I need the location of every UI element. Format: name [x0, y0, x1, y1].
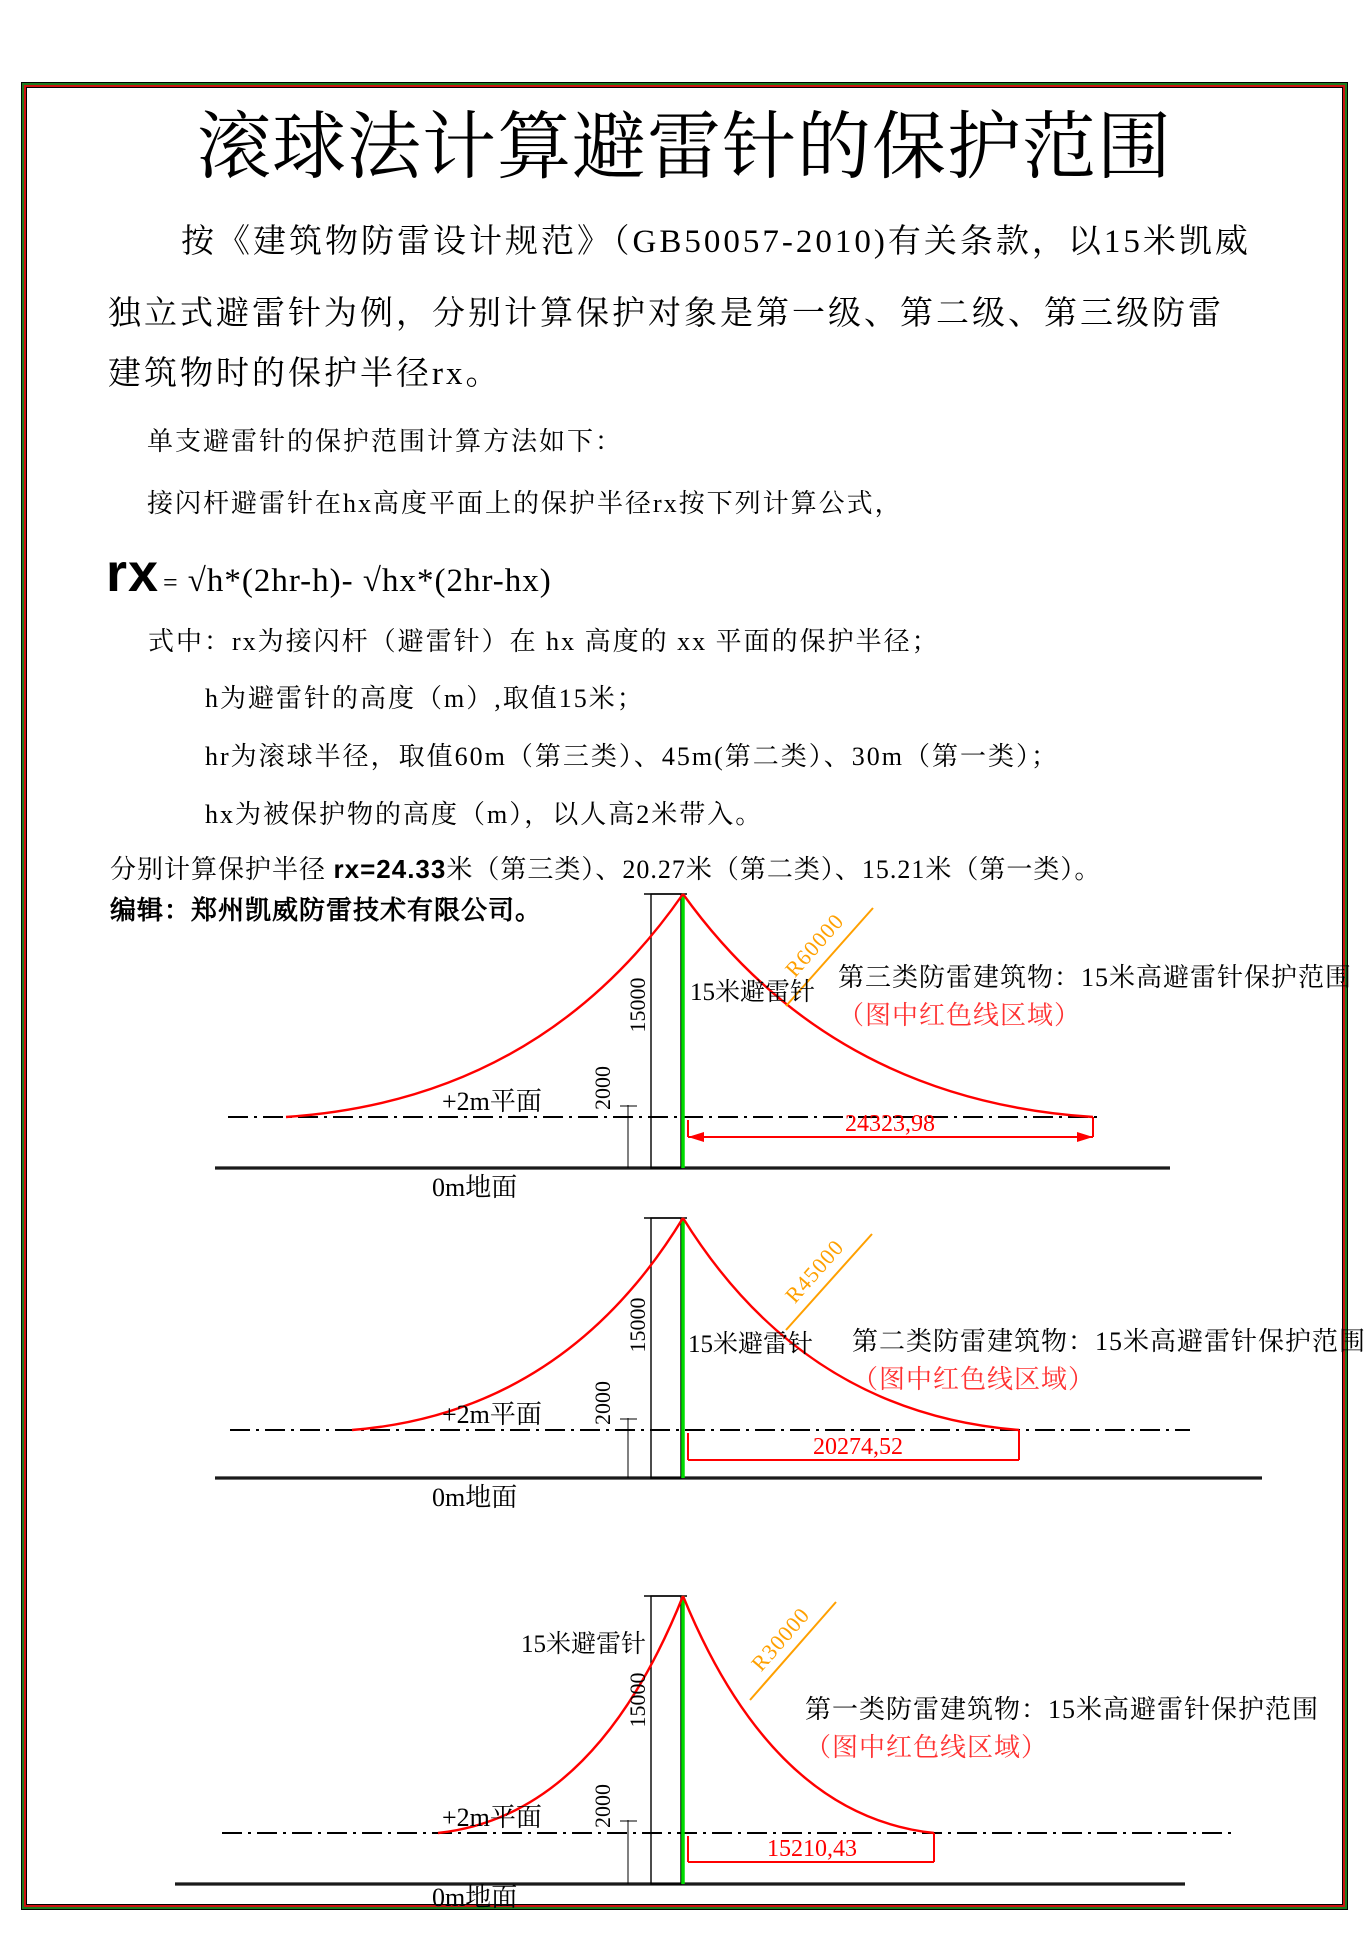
intro-line-2: 独立式避雷针为例，分别计算保护对象是第一级、第二级、第三级防雷 — [108, 296, 1224, 332]
ground-label: 0m地面 — [432, 1483, 518, 1512]
plane-label: +2m平面 — [442, 1087, 542, 1116]
diagram-class2 — [215, 1218, 1366, 1512]
protection-curve-right — [683, 1218, 1019, 1430]
radius-dimension-label: 24323,98 — [845, 1111, 935, 1137]
dimension-arrow-right — [1077, 1132, 1093, 1142]
method-intro-line: 单支避雷针的保护范围计算方法如下： — [147, 427, 624, 456]
definition-line-h: h为避雷针的高度（m）,取值15米； — [205, 684, 645, 713]
definition-line-hx: hx为被保护物的高度（m），以人高2米带入。 — [205, 800, 764, 829]
plane-height-dim-label: 2000 — [590, 1784, 615, 1828]
protection-curve-left — [286, 894, 683, 1117]
rod-height-dim-label: 15000 — [625, 1672, 650, 1728]
desc-line-1: 第一类防雷建筑物：15米高避雷针保护范围 — [805, 1695, 1320, 1724]
editor-line: 编辑：郑州凯威防雷技术有限公司。 — [110, 895, 543, 925]
result-suffix: 米（第三类）、20.27米（第二类）、15.21米（第一类）。 — [446, 855, 1102, 884]
intro-line-1: 按《建筑物防雷设计规范》（GB50057-2010)有关条款，以15米凯威 — [181, 224, 1251, 260]
radius-label: R45000 — [779, 1234, 849, 1308]
plane-label: +2m平面 — [442, 1400, 542, 1429]
plane-height-dim-label: 2000 — [590, 1381, 615, 1425]
ground-label: 0m地面 — [432, 1883, 518, 1912]
desc-line-1: 第二类防雷建筑物：15米高避雷针保护范围 — [852, 1327, 1367, 1356]
intro-line-3: 建筑物时的保护半径rx。 — [108, 356, 502, 392]
rod-label: 15米避雷针 — [688, 1331, 814, 1358]
lightning-rod — [651, 1596, 681, 1884]
page-title: 滚球法计算避雷针的保护范围 — [197, 107, 1172, 189]
formula-intro-line: 接闪杆避雷针在hx高度平面上的保护半径rx按下列计算公式， — [147, 489, 903, 518]
desc-line-2: （图中红色线区域） — [838, 1001, 1082, 1030]
plane-label: +2m平面 — [442, 1803, 542, 1832]
ground-label: 0m地面 — [432, 1173, 518, 1202]
diagram-class1 — [175, 1596, 1319, 1912]
result-value: rx=24.33 — [333, 854, 447, 884]
lightning-rod — [651, 894, 681, 1168]
rod-height-dim-label: 15000 — [625, 977, 650, 1033]
rod-label: 15米避雷针 — [520, 1631, 646, 1658]
desc-line-1: 第三类防雷建筑物：15米高避雷针保护范围 — [838, 963, 1353, 992]
definition-line-rx: 式中：rx为接闪杆（避雷针）在 hx 高度的 xx 平面的保护半径； — [148, 627, 940, 656]
formula-equals: = — [163, 568, 178, 597]
radius-dimension-label: 20274,52 — [813, 1434, 903, 1460]
radius-label: R60000 — [779, 908, 849, 982]
formula-rhs: √h*(2hr-h)- √hx*(2hr-hx) — [187, 563, 552, 599]
plane-height-dim-label: 2000 — [590, 1066, 615, 1110]
rod-label: 15米避雷针 — [690, 979, 816, 1006]
definition-line-hr: hr为滚球半径，取值60m（第三类）、45m(第二类）、30m（第一类）； — [205, 742, 1059, 771]
desc-line-2: （图中红色线区域） — [852, 1365, 1096, 1394]
formula-lhs: rx — [106, 543, 160, 603]
desc-line-2: （图中红色线区域） — [805, 1733, 1049, 1762]
radius-dimension-label: 15210,43 — [767, 1836, 857, 1862]
radius-label: R30000 — [746, 1602, 815, 1676]
rod-height-dim-label: 15000 — [625, 1297, 650, 1353]
diagram-class3 — [215, 894, 1352, 1202]
dimension-arrow-left — [688, 1132, 704, 1142]
result-prefix: 分别计算保护半径 — [110, 855, 334, 884]
